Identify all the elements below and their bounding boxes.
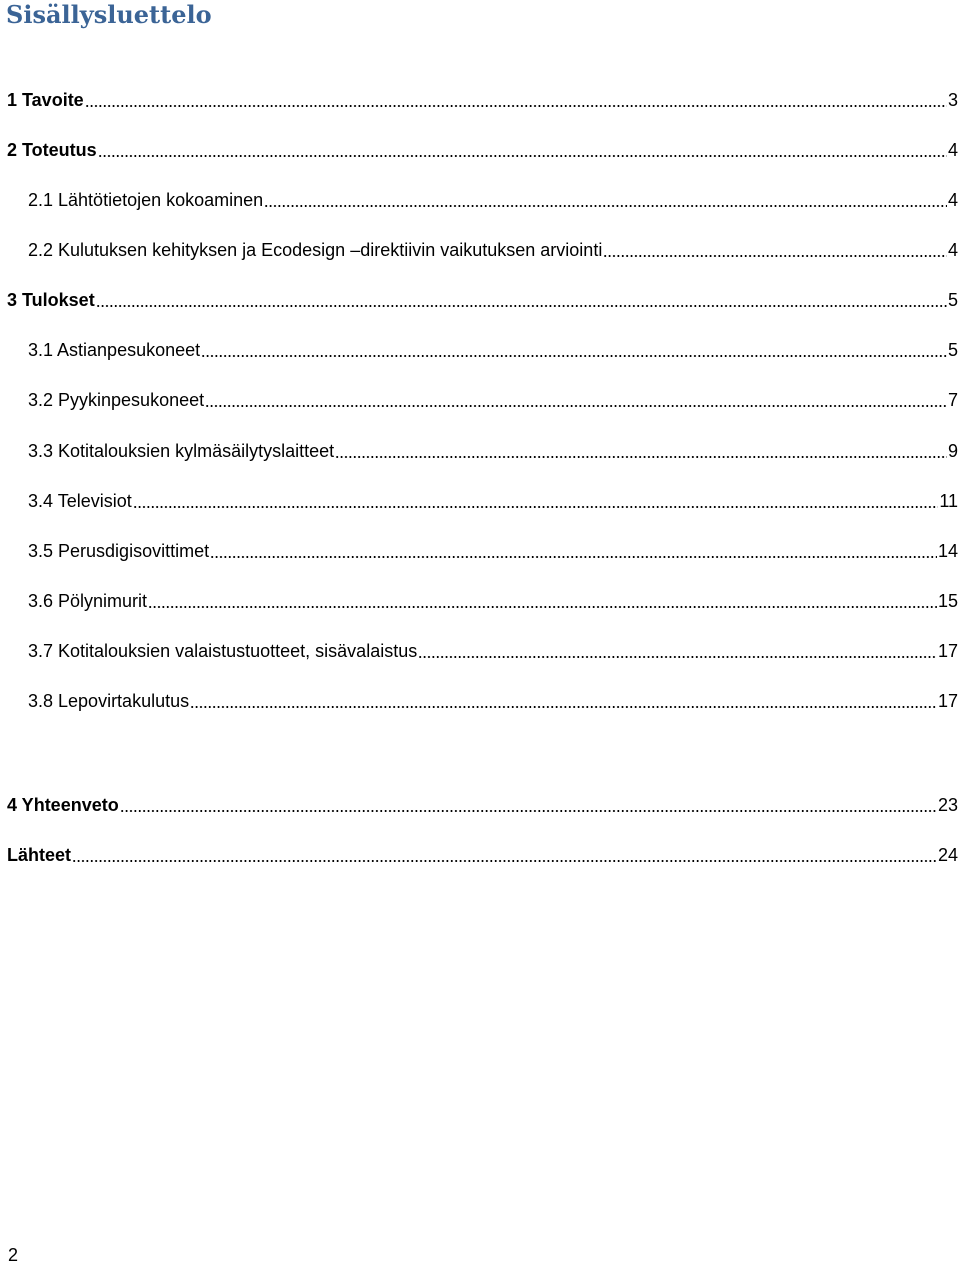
toc-page-number: 15 (937, 591, 958, 611)
toc-entry-valaistustuotteet[interactable] (28, 636, 958, 662)
toc-entry-polynimurit[interactable] (28, 586, 958, 612)
toc-entry-tulokset[interactable] (7, 285, 958, 311)
toc-entry-label: 2 Toteutus (7, 140, 97, 160)
toc-entry-label: 3 Tulokset (7, 290, 95, 310)
toc-page-number: 7 (947, 390, 958, 410)
toc-entry-perusdigisovittimet[interactable] (28, 536, 958, 562)
toc-entry-toteutus[interactable] (7, 135, 958, 161)
toc-entry-tavoite[interactable] (7, 85, 958, 111)
toc-entry-label: 3.4 Televisiot (28, 491, 132, 511)
toc-page-number: 4 (947, 190, 958, 210)
toc-page-number: 17 (937, 641, 958, 661)
toc-dot-leader (264, 205, 947, 207)
toc-dot-leader (418, 656, 937, 658)
toc-entry-label: 1 Tavoite (7, 90, 84, 110)
toc-page-number: 4 (947, 240, 958, 260)
toc-page-number: 3 (947, 90, 958, 110)
toc-entry-label: 3.1 Astianpesukoneet (28, 340, 201, 360)
toc-entry-label: 3.2 Pyykinpesukoneet (28, 390, 205, 410)
toc-entry-astianpesukoneet[interactable] (28, 335, 958, 361)
toc-dot-leader (72, 860, 937, 862)
toc-entry-kulutuksen-kehitys[interactable] (28, 235, 958, 261)
toc-page-number: 5 (947, 340, 958, 360)
toc-entry-label: 2.1 Lähtötietojen kokoaminen (28, 190, 264, 210)
toc-entry-label: 4 Yhteenveto (7, 795, 119, 815)
toc-dot-leader (190, 706, 937, 708)
toc-page-number: 24 (937, 845, 958, 865)
toc-dot-leader (120, 810, 937, 812)
toc-page-number: 5 (947, 290, 958, 310)
toc-dot-leader (98, 155, 947, 157)
toc-dot-leader (210, 556, 937, 558)
page-title: Sisällysluettelo (6, 0, 212, 29)
toc-entry-label: 3.3 Kotitalouksien kylmäsäilytyslaitteet (28, 441, 335, 461)
toc-dot-leader (201, 355, 947, 357)
toc-page-number: 23 (937, 795, 958, 815)
toc-dot-leader (133, 506, 939, 508)
toc-entry-label: 3.6 Pölynimurit (28, 591, 148, 611)
toc-entry-yhteenveto[interactable] (7, 790, 958, 816)
toc-dot-leader (148, 606, 937, 608)
toc-dot-leader (85, 105, 947, 107)
toc-entry-label: 2.2 Kulutuksen kehityksen ja Ecodesign –direktiivin vaikutuksen arviointi (28, 240, 603, 260)
toc-dot-leader (205, 405, 947, 407)
toc-entry-lahteet[interactable] (7, 840, 958, 866)
toc-entry-televisiot[interactable] (28, 486, 958, 512)
toc-page-number: 11 (939, 491, 958, 511)
toc-dot-leader (96, 305, 947, 307)
toc-entry-label: 3.7 Kotitalouksien valaistustuotteet, sisävalaistus (28, 641, 418, 661)
toc-entry-label: Lähteet (7, 845, 72, 865)
toc-page-number: 14 (937, 541, 958, 561)
toc-page-number: 4 (947, 140, 958, 160)
toc-entry-lepovirtakulutus[interactable] (28, 686, 958, 712)
toc-dot-leader (603, 255, 947, 257)
toc-entry-label: 3.8 Lepovirtakulutus (28, 691, 190, 711)
toc-page-number: 17 (937, 691, 958, 711)
toc-entry-lahtotietojen-kokoaminen[interactable] (28, 185, 958, 211)
toc-dot-leader (335, 456, 947, 458)
toc-entry-kylmasailytyslaitteet[interactable] (28, 436, 958, 462)
toc-entry-label: 3.5 Perusdigisovittimet (28, 541, 210, 561)
toc-page-number: 9 (947, 441, 958, 461)
footer-page-number: 2 (8, 1245, 19, 1265)
toc-entry-pyykinpesukoneet[interactable] (28, 385, 958, 411)
